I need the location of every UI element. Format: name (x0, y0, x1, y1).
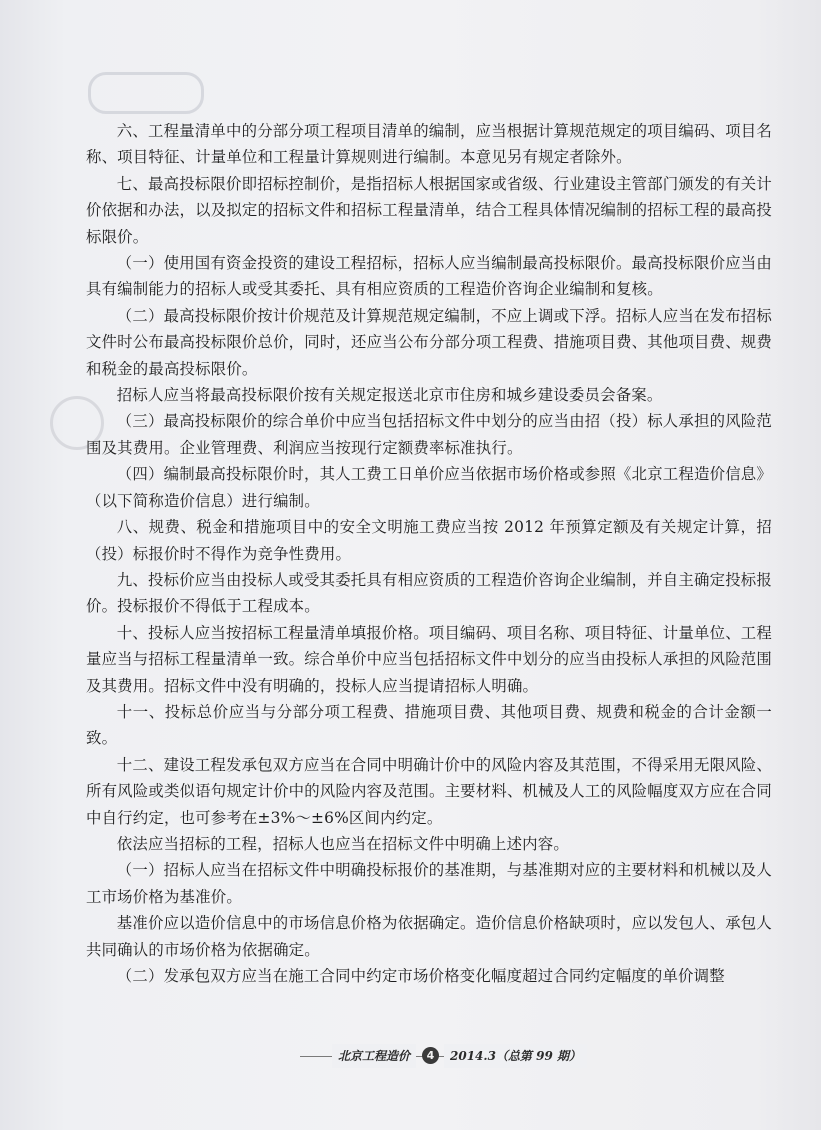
paragraph: （一）招标人应当在招标文件中明确投标报价的基准期，与基准期对应的主要材料和机械以及人工市场价格为基准价。 (86, 861, 772, 906)
paragraph: 十二、建设工程发承包双方应当在合同中明确计价中的风险内容及其范围，不得采用无限风险、所有风险或类似语句规定计价中的风险内容及范围。主要材料、机械及人工的风险幅度双方应在合同中自行约定，也可参考在±3%～±6%区间内约定。 (86, 755, 772, 827)
paragraph: 依法应当招标的工程，招标人也应当在招标文件中明确上述内容。 (116, 834, 569, 853)
paragraph: 基准价应以造价信息中的市场信息价格为依据确定。造价信息价格缺项时，应以发包人、承包人共同确认的市场价格为依据确定。 (86, 914, 772, 959)
paragraph: （一）使用国有资金投资的建设工程招标，招标人应当编制最高投标限价。最高投标限价应当由具有编制能力的招标人或受其委托、具有相应资质的工程造价咨询企业编制和复核。 (86, 254, 772, 299)
paragraph: 七、最高投标限价即招标控制价，是指招标人根据国家或省级、行业建设主管部门颁发的有关计价依据和办法，以及拟定的招标文件和招标工程量清单，结合工程具体情况编制的招标工程的最高投标限价。 (86, 174, 772, 246)
article-body (86, 118, 772, 989)
page-footer (0, 1044, 821, 1074)
journal-name: 北京工程造价 (332, 1044, 416, 1068)
show-through-logo (88, 72, 204, 114)
paragraph: （四）编制最高投标限价时，其人工费工日单价应当依据市场价格或参照《北京工程造价信息》（以下简称造价信息）进行编制。 (86, 465, 772, 510)
paragraph: （二）最高投标限价按计价规范及计算规范规定编制，不应上调或下浮。招标人应当在发布招标文件时公布最高投标限价总价，同时，还应当公布分部分项工程费、措施项目费、其他项目费、规费和税金的最高投标限价。 (86, 306, 772, 378)
paragraph: 八、规费、税金和措施项目中的安全文明施工费应当按 2012 年预算定额及有关规定计算，招（投）标报价时不得作为竞争性费用。 (86, 518, 772, 563)
issue-label: 2014.3（总第 99 期） (444, 1044, 587, 1068)
paragraph: 九、投标价应当由投标人或受其委托具有相应资质的工程造价咨询企业编制，并自主确定投标报价。投标报价不得低于工程成本。 (86, 570, 772, 616)
paragraph: 招标人应当将最高投标限价按有关规定报送北京市住房和城乡建设委员会备案。 (116, 386, 663, 405)
paragraph: （三）最高投标限价的综合单价中应当包括招标文件中划分的应当由招（投）标人承担的风险范围及其费用。企业管理费、利润应当按现行定额费率标准执行。 (86, 412, 772, 457)
page-number-badge: 4 (422, 1047, 439, 1064)
paragraph: （二）发承包双方应当在施工合同中约定市场价格变化幅度超过合同约定幅度的单价调整 (116, 967, 725, 985)
paragraph: 十、投标人应当按招标工程量清单填报价格。项目编码、项目名称、项目特征、计量单位、工程量应当与招标工程量清单一致。综合单价中应当包括招标文件中划分的应当由投标人承担的风险范围及其费用。招标文件中没有明确的，投标人应当提请招标人明确。 (86, 623, 772, 695)
paragraph: 六、工程量清单中的分部分项工程项目清单的编制，应当根据计算规范规定的项目编码、项目名称、项目特征、计量单位和工程量计算规则进行编制。本意见另有规定者除外。 (86, 122, 772, 167)
paragraph: 十一、投标总价应当与分部分项工程费、措施项目费、其他项目费、规费和税金的合计金额一致。 (86, 702, 772, 748)
